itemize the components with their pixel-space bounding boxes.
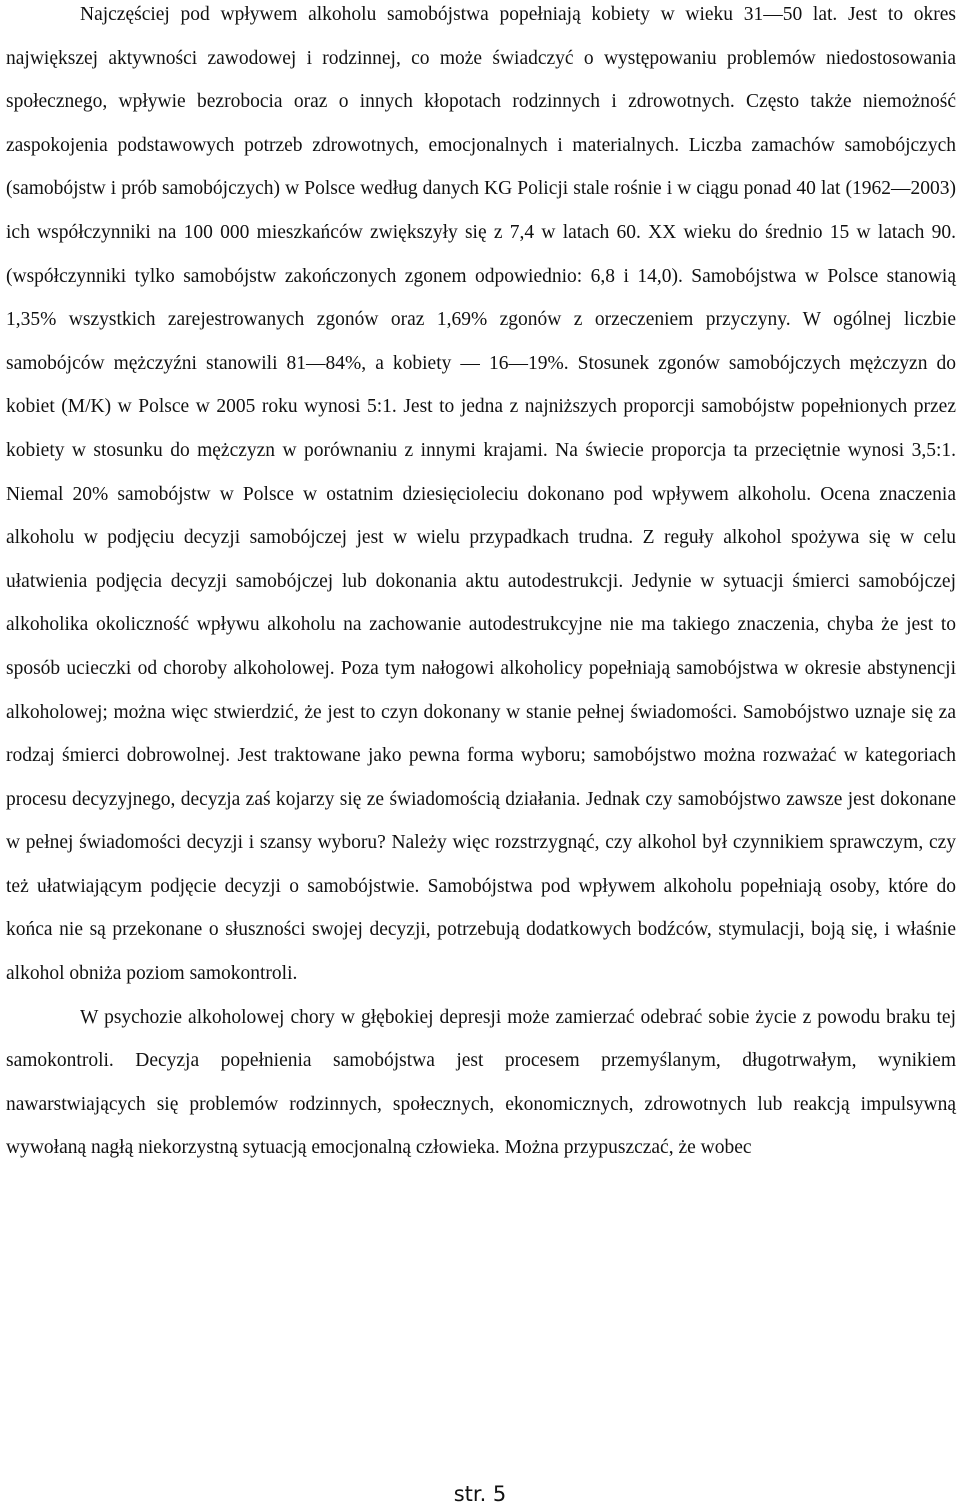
page-number: str. 5 xyxy=(453,1482,507,1506)
document-page xyxy=(6,0,956,1170)
body-paragraph: W psychozie alkoholowej chory w głębokiej depresji może zamierzać odebrać sobie życie z powodu braku tej samokontroli. Decyzja popełnienia samobójstwa jest procesem przemyślanym, długotrwałym, wynikiem nawarstwiających się problemów rodzinnych, społecznych, ekonomicznych, zdrowotnych lub reakcją impulsywną wywołaną nagłą niekorzystną sytuacją emocjonalną człowieka. Można przypuszczać, że wobec xyxy=(6,1006,956,1159)
body-paragraph: Najczęściej pod wpływem alkoholu samobójstwa popełniają kobiety w wieku 31—50 lat. Jest to okres największej aktywności zawodowej i rodzinnej, co może świadczyć o występowaniu problemów niedostosowania społecznego, wpływie bezrobocia oraz o innych kłopotach rodzinnych i zdrowotnych. Często także niemożność zaspokojenia podstawowych potrzeb zdrowotnych, emocjonalnych i materialnych. Liczba zamachów samobójczych (samobójstw i prób samobójczych) w Polsce według danych KG Policji stale rośnie i w ciągu ponad 40 lat (1962—2003) ich współczynniki na 100 000 mieszkańców zwiększyły się z 7,4 w latach 60. XX wieku do średnio 15 w latach 90. (współczynniki tylko samobójstw zakończonych zgonem odpowiednio: 6,8 i 14,0). Samobójstwa w Polsce stanowią 1,35% wszystkich zarejestrowanych zgonów oraz 1,69% zgonów z orzeczeniem przyczyny. W ogólnej liczbie samobójców mężczyźni stanowili 81—84%, a kobiety — 16—19%. Stosunek zgonów samobójczych mężczyzn do kobiet (M/K) w Polsce w 2005 roku wynosi 5:1. Jest to jedna z najniższych proporcji samobójstw popełnionych przez kobiety w stosunku do mężczyzn w porównaniu z innymi krajami. Na świecie proporcja ta przeciętnie wynosi 3,5:1. Niemal 20% samobójstw w Polsce w ostatnim dziesięcioleciu dokonano pod wpływem alkoholu. Ocena znaczenia alkoholu w podjęciu decyzji samobójczej jest w wielu przypadkach trudna. Z reguły alkohol spożywa się w celu ułatwienia podjęcia decyzji samobójczej lub dokonania aktu autodestrukcji. Jedynie w sytuacji śmierci samobójczej alkoholika okoliczność wpływu alkoholu na zachowanie autodestrukcyjne nie ma takiego znaczenia, chyba że jest to sposób ucieczki od choroby alkoholowej. Poza tym nałogowi alkoholicy popełniają samobójstwa w okresie abstynencji alkoholowej; można więc stwierdzić, że jest to czyn dokonany w stanie pełnej świadomości. Samobójstwo uznaje się za rodzaj śmierci dobrowolnej. Jest traktowane jako pewna forma wyboru; samobójstwo można rozważać w kategoriach procesu decyzyjnego, decyzja zaś kojarzy się ze świadomością działania. Jednak czy samobójstwo zawsze jest dokonane w pełnej świadomości decyzji i szansy wyboru? Należy więc rozstrzygnąć, czy alkohol był czynnikiem sprawczym, czy też ułatwiającym podjęcie decyzji o samobójstwie. Samobójstwa pod wpływem alkoholu popełniają osoby, które do końca nie są przekonane o słuszności swojej decyzji, potrzebują dodatkowych bodźców, stymulacji, boją się, i właśnie alkohol obniża poziom samokontroli. xyxy=(6,4,956,985)
